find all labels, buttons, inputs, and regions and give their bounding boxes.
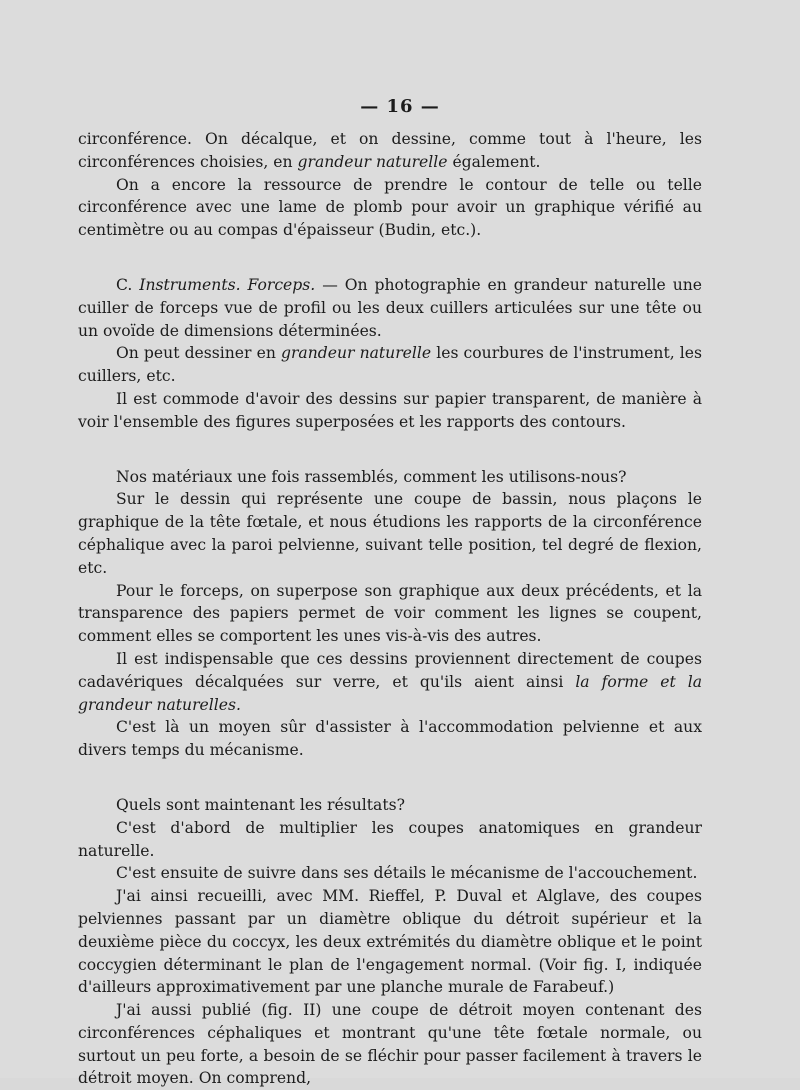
paragraph — [78, 342, 702, 388]
paragraph: On a encore la ressource de prendre le contour de telle ou telle circonférence avec une lame de plomb pour avoir un graphique vérifié au centimètre ou au compas d'épaisseur (Budin, etc.). — [78, 175, 702, 240]
text-run: les courbures de l'instrument, les cuillers, etc. — [78, 344, 702, 386]
paragraph: Il est commode d'avoir des dessins sur papier transparent, de manière à voir l'ensemble des figures superposées et les rapports des contours. — [78, 389, 702, 431]
italic-run: la forme et la grandeur naturelles. — [78, 672, 703, 714]
paragraph — [78, 274, 702, 342]
text-run: — On photographie en grandeur naturelle une cuiller de forceps vue de profil ou les deux cuillers articulées sur une tête ou un ovoïde de dimensions déterminées. — [78, 275, 703, 340]
paragraph: C'est d'abord de multiplier les coupes anatomiques en grandeur naturelle. — [78, 818, 702, 860]
text-run: également. — [447, 152, 541, 171]
paragraph: Quels sont maintenant les résultats? — [116, 795, 405, 814]
paragraph: J'ai aussi publié (fig. II) une coupe de détroit moyen contenant des circonférences céphaliques et montrant qu'une tête fœtale normale, ou surtout un peu forte, a besoin de se fléchir pour passer facilement à travers le détroit moyen. On comprend, — [78, 1001, 702, 1088]
italic-run: grandeur naturelle — [297, 152, 448, 171]
text-run: On peut dessiner en — [116, 344, 281, 363]
italic-run: Instruments. Forceps. — [139, 275, 316, 294]
page-number: — 16 — — [360, 96, 440, 117]
paragraph: J'ai ainsi recueilli, avec MM. Rieffel, P. Duval et Alglave, des coupes pelviennes passant par un diamètre oblique du détroit supérieur et la deuxième pièce du coccyx, les deux extrémités du diamètre oblique et le point coccygien déterminant le plan de l'engagement normal. (Voir fig. I, indiquée d'ailleurs approximativement par une planche murale de Farabeuf.) — [78, 887, 702, 997]
paragraph — [78, 128, 702, 174]
paragraph: Pour le forceps, on superpose son graphique aux deux précédents, et la transparence des papiers permet de voir comment les lignes se coupent, comment elles se comportent les unes vis-à-vis des autres. — [78, 581, 702, 646]
paragraph — [78, 648, 702, 716]
text-run: circonférence. On décalque, et on dessine, comme tout à l'heure, les circonférences choisies, en — [78, 130, 702, 171]
paragraph: C'est ensuite de suivre dans ses détails le mécanisme de l'accouchement. — [116, 864, 698, 883]
paragraph: Sur le dessin qui représente une coupe de bassin, nous plaçons le graphique de la tête fœtale, et nous étudions les rapports de la circonférence céphalique avec la paroi pelvienne, suivant telle position, tel degré de flexion, etc. — [78, 490, 702, 577]
paragraph: C'est là un moyen sûr d'assister à l'accommodation pelvienne et aux divers temps du mécanisme. — [78, 718, 702, 760]
text-run: Il est indispensable que ces dessins proviennent directement de coupes cadavériques décalquées sur verre, et qu'ils aient ainsi — [78, 649, 702, 691]
paragraph: Nos matériaux une fois rassemblés, comment les utilisons-nous? — [116, 467, 627, 486]
text-run: C. — [116, 275, 140, 294]
page-body — [78, 128, 702, 1090]
italic-run: grandeur naturelle — [280, 344, 432, 363]
